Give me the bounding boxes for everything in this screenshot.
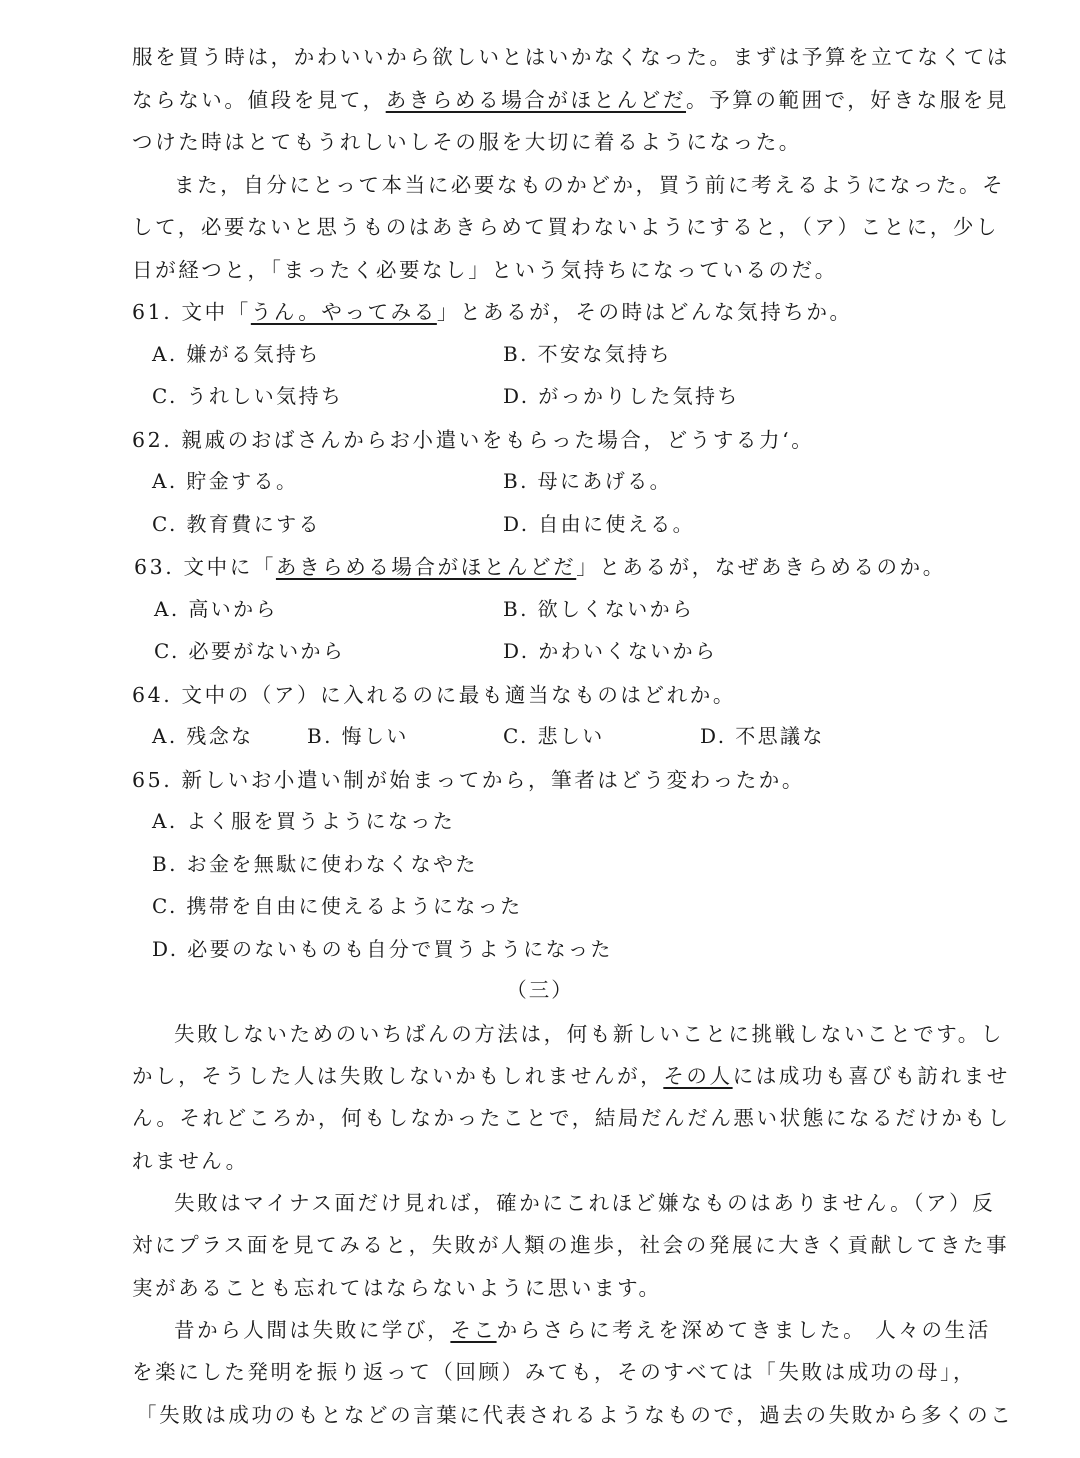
underlined-phrase: あきらめる場合がほとんどだ: [275, 555, 577, 579]
underlined-phrase: あきらめる場合がほとんどだ: [385, 88, 687, 112]
text-segment: 」とあるが，なぜあきらめるのか。: [576, 555, 946, 579]
option-a: A. 高いから: [154, 597, 278, 621]
text-segment: 。予算の範囲で，好きな服を見: [686, 88, 1010, 112]
underlined-phrase: そこ: [450, 1318, 497, 1342]
passage-line: 服を買う時は，かわいいから欲しいとはいかなくなった。まずは予算を立てなくては: [132, 45, 1010, 69]
option-b: B. 悔しい: [307, 724, 409, 748]
passage-line: また，自分にとって本当に必要なものかどか，買う前に考えるようになった。そ: [174, 173, 1006, 197]
option-a: A. よく服を買うようになった: [152, 809, 456, 833]
passage-line: [132, 1059, 1010, 1089]
question-64: 64. 文中の（ア）に入れるのに最も適当なものはどれか。: [132, 683, 736, 707]
option-c: C. 必要がないから: [154, 639, 346, 663]
option-b: B. 不安な気持ち: [503, 342, 673, 366]
option-c: C. 悲しい: [503, 724, 605, 748]
option-c: C. 携帯を自由に使えるようになった: [152, 894, 523, 918]
text-segment: かし，そうした人は失敗しないかもしれませんが，: [132, 1064, 664, 1088]
option-d: D. がっかりした気持ち: [503, 384, 740, 408]
passage-line: [174, 1313, 991, 1343]
option-c: C. 教育費にする: [152, 512, 321, 536]
underlined-phrase: その人: [663, 1064, 733, 1088]
text-segment: ならない。値段を見て，: [132, 88, 386, 112]
option-b: B. 母にあげる。: [503, 469, 673, 493]
question-63: [134, 550, 946, 580]
question-62: 62. 親戚のおばさんからお小遣いをもらった場合，どうする力‘。: [132, 428, 815, 452]
passage-line: [132, 83, 1009, 113]
passage-line: 対にプラス面を見てみると，失敗が人類の進歩，社会の発展に大きく貢献してきた事: [132, 1233, 1010, 1257]
passage-line: 日が経つと，「まったく必要なし」という気持ちになっているのだ。: [132, 258, 838, 282]
passage-line: 「失敗は成功のもとなどの言葉に代表されるようなもので，過去の失敗から多くのこ: [136, 1403, 1014, 1427]
option-a: A. 嫌がる気持ち: [152, 342, 321, 366]
question-65: 65. 新しいお小遣い制が始まってから，筆者はどう変わったか。: [132, 768, 806, 792]
passage-line: つけた時はとてもうれしいしその服を大切に着るようになった。: [132, 130, 802, 154]
text-segment: 61. 文中「: [132, 300, 251, 324]
option-b: B. お金を無駄に使わなくなやた: [152, 852, 478, 876]
question-61: [132, 295, 853, 325]
text-segment: からさらに考えを深めてきました。 人々の生活: [496, 1318, 991, 1342]
passage-line: 失敗はマイナス面だけ見れば，確かにこれほど嫌なものはありません。（ア）反: [174, 1191, 996, 1215]
option-d: D. 必要のないものも自分で買うようになった: [152, 937, 613, 961]
text-segment: 」とあるが，その時はどんな気持ちか。: [436, 300, 853, 324]
underlined-phrase: うん。やってみる: [250, 300, 437, 324]
option-a: A. 貯金する。: [152, 469, 299, 493]
passage-line: 実があることも忘れてはならないように思います。: [132, 1276, 662, 1300]
option-d: D. 不思議な: [700, 724, 825, 748]
passage-line: して，必要ないと思うものはあきらめて買わないようにすると，（ア）ことに，少し: [132, 215, 1000, 239]
text-segment: には成功も喜びも訪れませ: [732, 1064, 1010, 1088]
passage-line: を楽にした発明を振り返って（回顾）みても，そのすべては「失敗は成功の母」，: [132, 1360, 977, 1384]
option-c: C. うれしい気持ち: [152, 384, 344, 408]
text-segment: 63. 文中に「: [134, 555, 276, 579]
option-b: B. 欲しくないから: [503, 597, 695, 621]
section-heading: （三）: [506, 978, 574, 1002]
option-d: D. 自由に使える。: [503, 512, 696, 536]
option-d: D. かわいくないから: [503, 639, 718, 663]
passage-line: 失敗しないためのいちばんの方法は，何も新しいことに挑戦しないことです。し: [174, 1022, 1004, 1046]
passage-line: ん。それどころか，何もしなかったことで，結局だんだん悪い状態になるだけかもし: [132, 1106, 1011, 1130]
option-a: A. 残念な: [152, 724, 254, 748]
passage-line: れません。: [132, 1149, 249, 1173]
text-segment: 昔から人間は失敗に学び，: [174, 1318, 451, 1342]
